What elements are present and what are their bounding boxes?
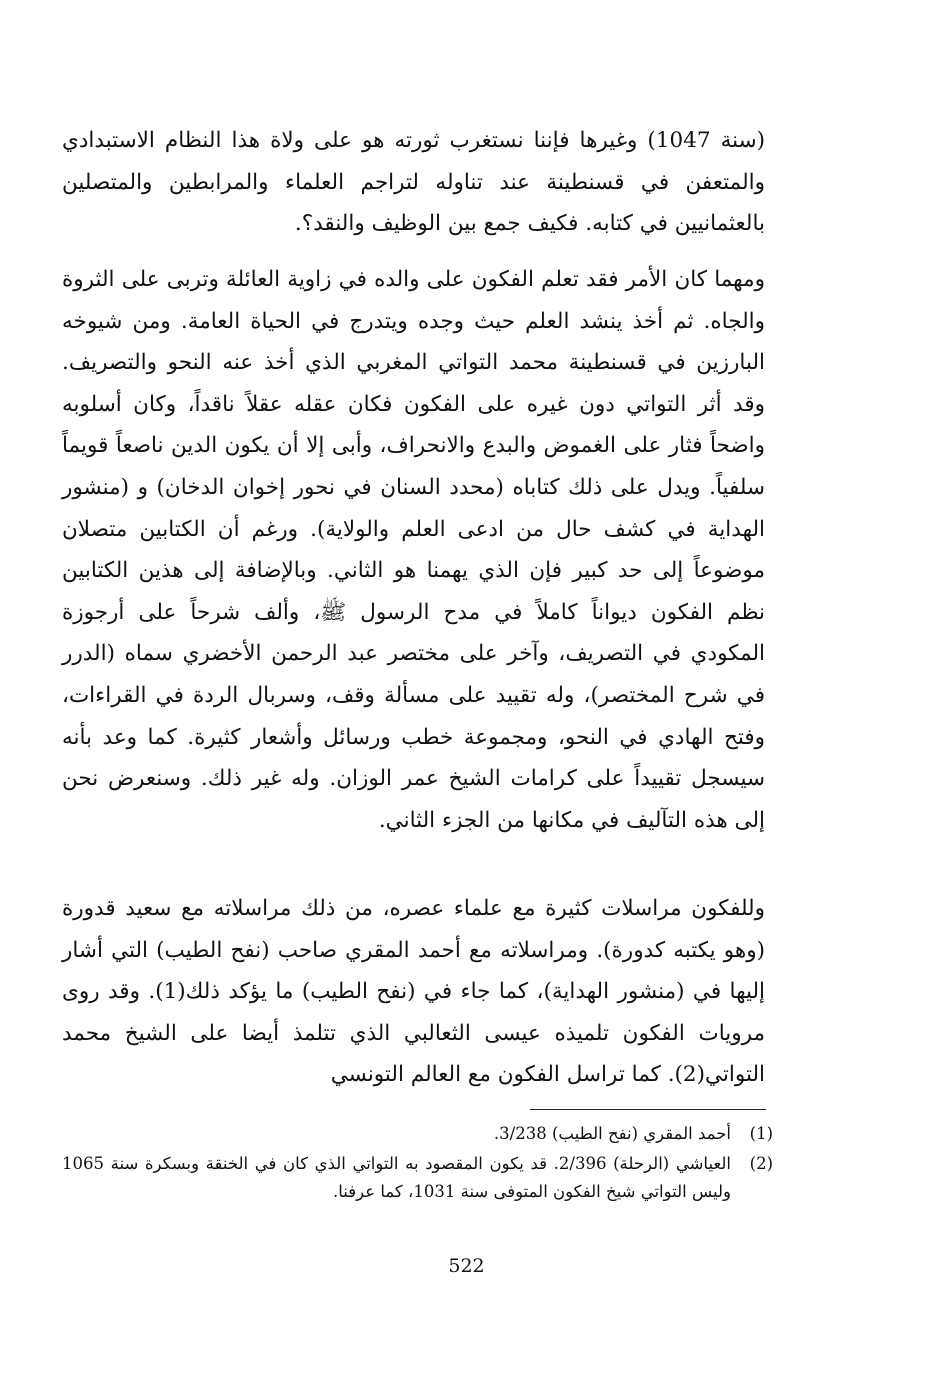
footnotes: [62, 1120, 773, 1208]
paragraph-3: وللفكون مراسلات كثيرة مع علماء عصره، من ذلك مراسلاته مع سعيد قدورة (وهو يكتبه كدورة). ومراسلاته مع أحمد المقري صاحب (نفح الطيب) التي أشار إليها في (منشور الهداية)، كما جاء في (نفح الطيب) ما يؤكد ذلك(1). وقد روى مرويات الفكون تلميذه عيسى الثعالبي الذي تتلمذ أيضا على الشيخ محمد التواتي(2). كما تراسل الفكون مع العالم التونسي: [62, 896, 766, 1088]
footnote-text: العياشي (الرحلة) 2/396. قد يكون المقصود به التواتي الذي كان في الخنقة وبسكرة سنة 1065 وليس التواتي شيخ الفكون المتوفى سنة 1031، كما عرفنا.: [62, 1154, 731, 1201]
footnote-separator: [530, 1109, 766, 1110]
footnote-number: (2): [749, 1154, 773, 1173]
page-number: 522: [448, 1255, 485, 1277]
footnote-2: [62, 1150, 773, 1206]
footnote-text: أحمد المقري (نفح الطيب) 3/238.: [493, 1124, 731, 1143]
footnote-number: (1): [749, 1124, 773, 1143]
footnote-1: [62, 1120, 773, 1148]
paragraph-1: (سنة 1047) وغيرها فإننا نستغرب ثورته هو على ولاة هذا النظام الاستبدادي والمتعفن في قسنطينة عند تناوله لتراجم العلماء والمرابطين والمتصلين بالعثمانيين في كتابه. فكيف جمع بين الوظيف والنقد؟.: [62, 128, 765, 237]
paragraph-2: ومهما كان الأمر فقد تعلم الفكون على والده في زاوية العائلة وتربى على الثروة والجاه. ثم أخذ ينشد العلم حيث وجده ويتدرج في الحياة العامة. ومن شيوخه البارزين في قسنطينة محمد التواتي المغربي الذي أخذ عنه النحو والتصريف. وقد أثر التواتي دون غيره على الفكون فكان عقله عقلاً ناقداً، وكان أسلوبه واضحاً فثار على الغموض والبدع والانحراف، وأبى إلا أن يكون الدين ناصعاً قويماً سلفياً. ويدل على ذلك كتاباه (محدد السنان في نحور إخوان الدخان) و (منشور الهداية في كشف حال من ادعى العلم والولاية). ورغم أن الكتابين متصلان موضوعاً إلى حد كبير فإن الذي يهمنا هو الثاني. وبالإضافة إلى هذين الكتابين نظم الفكون ديواناً كاملاً في مدح الرسول ﷺ، وألف شرحاً على أرجوزة المكودي في التصريف، وآخر على مختصر عبد الرحمن الأخضري سماه (الدرر في شرح المختصر)، وله تقييد على مسألة وقف، وسربال الردة في القراءات، وفتح الهادي في النحو، ومجموعة خطب ورسائل وأشعار كثيرة. كما وعد بأنه سيسجل تقييداً على كرامات الشيخ عمر الوزان. وله غير ذلك. وسنعرض نحن إلى هذه التآليف في مكانها من الجزء الثاني.: [62, 267, 765, 833]
